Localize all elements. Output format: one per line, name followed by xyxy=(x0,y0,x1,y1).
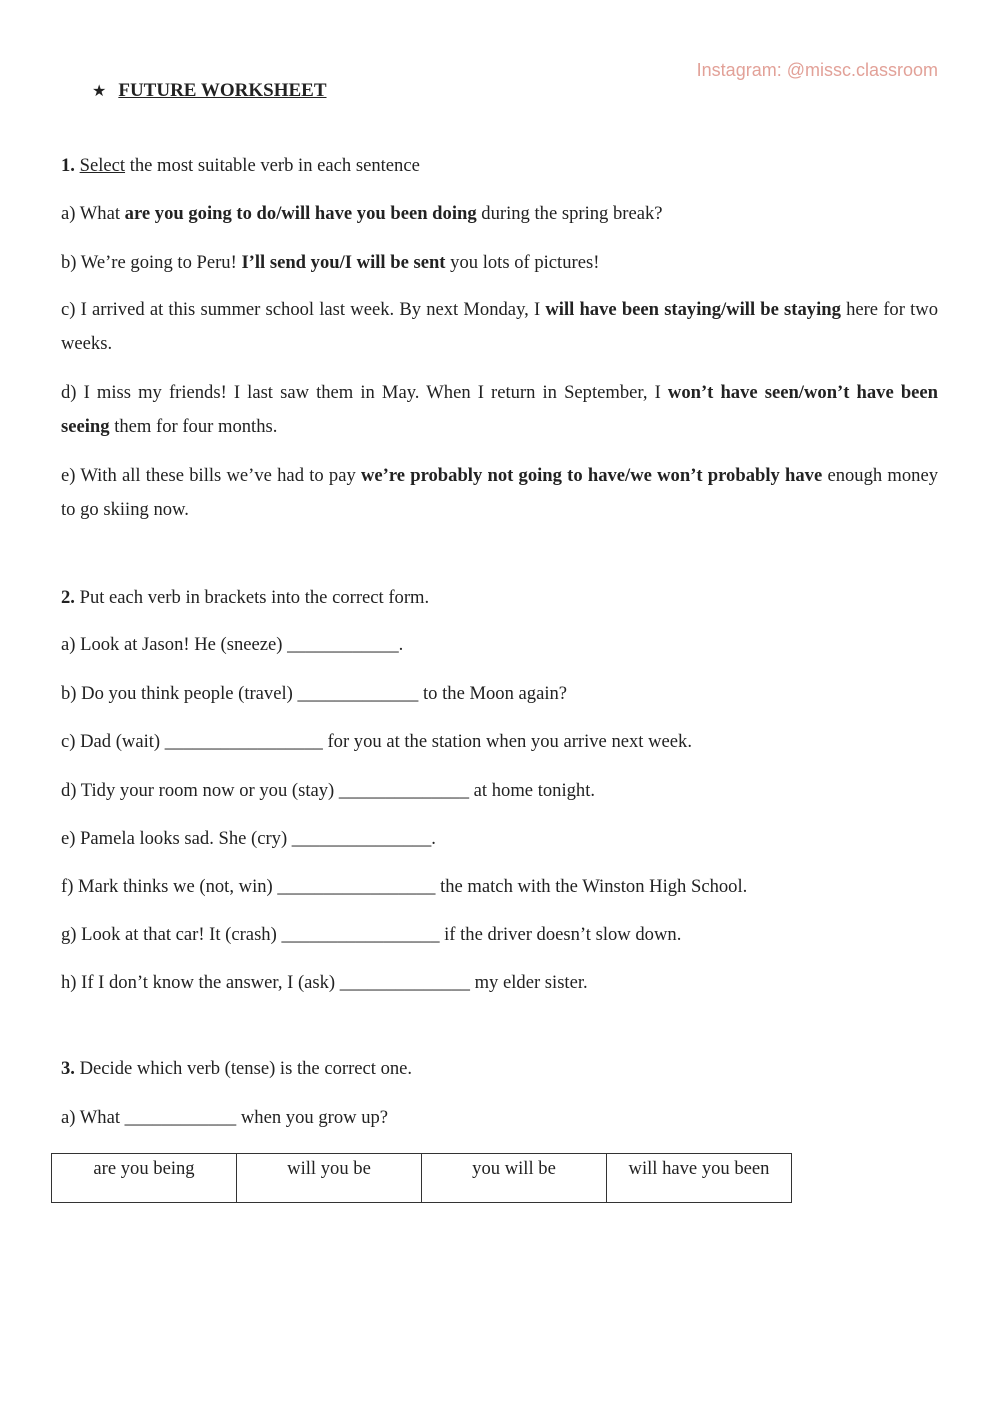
item-text: a) What xyxy=(61,203,125,224)
verb-choice[interactable]: we’re probably not going to have/we won’t probably have xyxy=(360,465,823,486)
item-text: d) I miss my friends! I last saw them in May. When I return in September, I xyxy=(61,382,668,403)
section1-item-c xyxy=(61,293,938,361)
section2-item-e[interactable]: e) Pamela looks sad. She (cry) _______________. xyxy=(61,828,436,849)
section1-item-d xyxy=(61,376,938,444)
item-text: e) With all these bills we’ve had to pay xyxy=(61,465,361,486)
section2-instruction-text: Put each verb in brackets into the correct form. xyxy=(74,587,430,608)
option-cell[interactable]: will have you been xyxy=(607,1154,792,1203)
item-text: during the spring break? xyxy=(476,203,663,224)
section2-instruction xyxy=(61,586,429,610)
section3-number: 3. xyxy=(61,1058,75,1079)
section1-item-b xyxy=(61,251,599,275)
section2-item-f[interactable]: f) Mark thinks we (not, win) _________________ the match with the Winston High School. xyxy=(61,876,748,897)
section1-instruction xyxy=(61,154,420,178)
section1-number: 1. xyxy=(61,155,75,176)
section2-item-g[interactable]: g) Look at that car! It (crash) _________________ if the driver doesn’t slow down. xyxy=(61,924,682,945)
verb-choice[interactable]: are you going to do/will have you been doing xyxy=(124,203,477,224)
star-icon: ★ xyxy=(92,83,107,100)
option-cell[interactable]: are you being xyxy=(52,1154,237,1203)
item-text: c) I arrived at this summer school last week. By next Monday, I xyxy=(61,299,546,320)
section2-number: 2. xyxy=(61,587,75,608)
section1-select-word: Select xyxy=(79,155,126,176)
options-row xyxy=(52,1154,792,1203)
instagram-handle: Instagram: @missc.classroom xyxy=(696,60,938,80)
section1-instruction-rest: the most suitable verb in each sentence xyxy=(125,155,420,176)
answer-options-table xyxy=(51,1153,792,1203)
section1-item-a xyxy=(61,202,663,226)
section2-item-h[interactable]: h) If I don’t know the answer, I (ask) ______________ my elder sister. xyxy=(61,972,588,993)
verb-choice[interactable]: will have been staying/will be staying xyxy=(545,299,841,320)
option-cell[interactable]: will you be xyxy=(237,1154,422,1203)
section1-item-e xyxy=(61,459,938,527)
section3-question-a[interactable]: a) What ____________ when you grow up? xyxy=(61,1107,389,1128)
verb-choice[interactable]: I’ll send you/I will be sent xyxy=(241,252,446,273)
item-text: you lots of pictures! xyxy=(445,252,600,273)
item-text: b) We’re going to Peru! xyxy=(61,252,242,273)
item-text: here for two weeks. xyxy=(61,299,938,354)
worksheet-title xyxy=(92,80,327,102)
section2-item-d[interactable]: d) Tidy your room now or you (stay) ______________ at home tonight. xyxy=(61,780,596,801)
item-text: enough money to go skiing now. xyxy=(61,465,939,520)
verb-choice[interactable]: won’t have seen/won’t have been seeing xyxy=(61,382,939,437)
section2-item-b[interactable]: b) Do you think people (travel) _____________ to the Moon again? xyxy=(61,683,568,704)
section2-item-c[interactable]: c) Dad (wait) _________________ for you at the station when you arrive next week. xyxy=(61,731,692,752)
option-cell[interactable]: you will be xyxy=(422,1154,607,1203)
item-text: them for four months. xyxy=(109,416,278,437)
section2-item-a[interactable]: a) Look at Jason! He (sneeze) ____________. xyxy=(61,634,404,655)
title-text: FUTURE WORKSHEET xyxy=(118,80,327,101)
section3-instruction xyxy=(61,1057,412,1081)
section3-instruction-text: Decide which verb (tense) is the correct one. xyxy=(74,1058,413,1079)
